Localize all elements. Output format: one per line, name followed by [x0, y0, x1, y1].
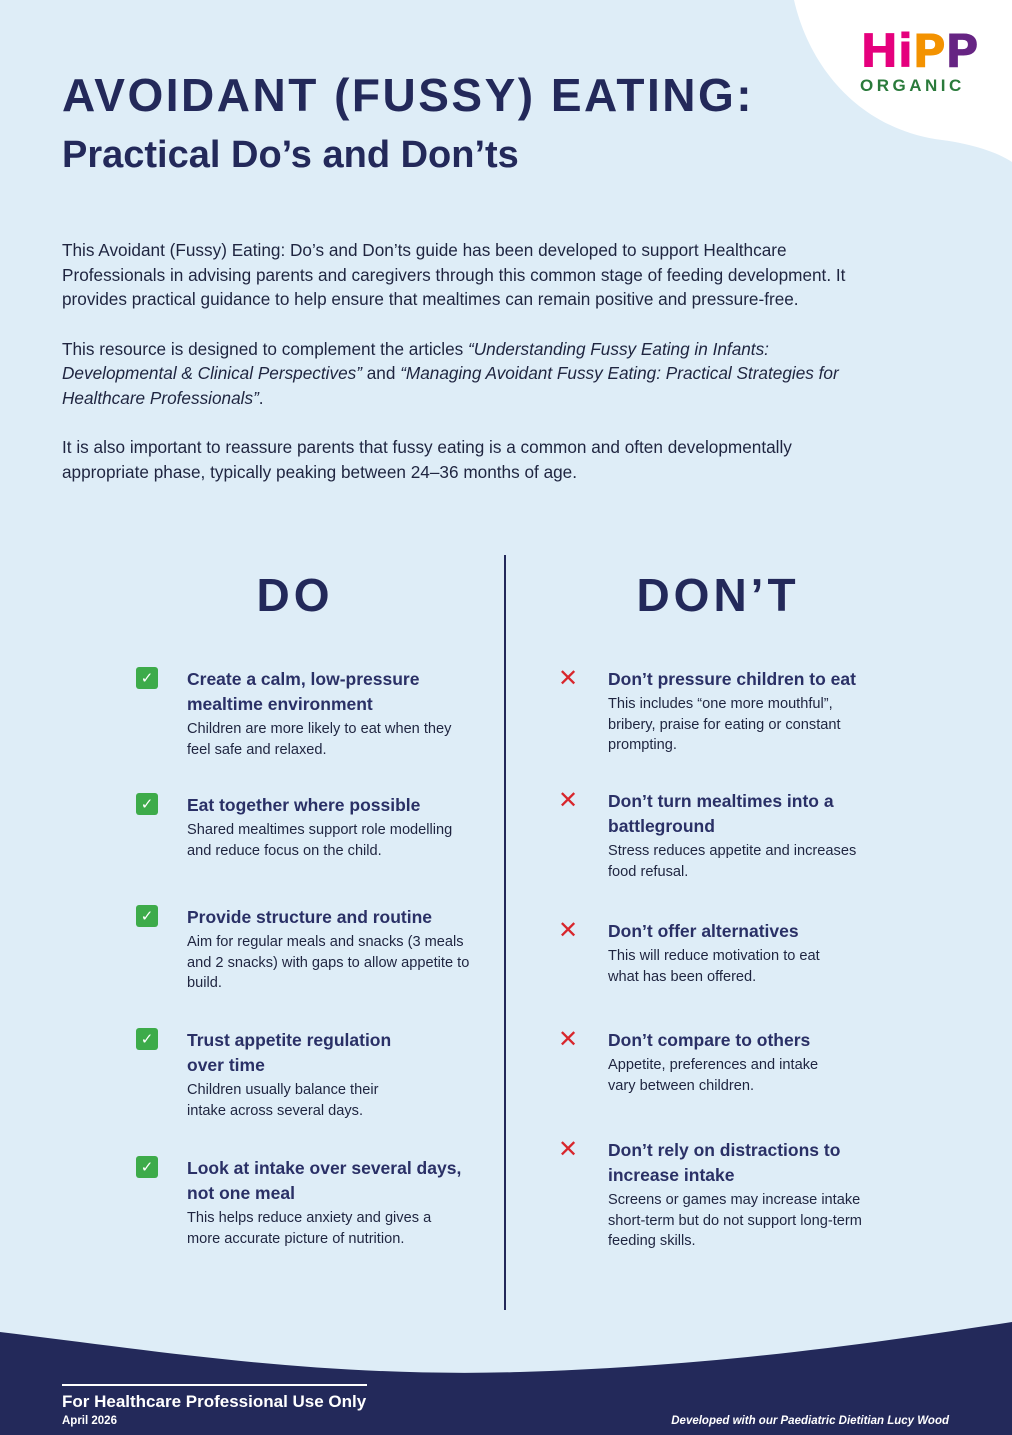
footer-audience-note: For Healthcare Professional Use Only — [62, 1392, 367, 1411]
do-heading: DO — [256, 569, 334, 621]
do-item-body: Children are more likely to eat when they feel safe and relaxed. — [187, 721, 452, 758]
article-title-1: “Understanding Fussy Eating in Infants: Developmental & Clinical Perspectives” — [62, 338, 769, 383]
dont-item-body: This will reduce motivation to eat what has been offered. — [608, 948, 820, 985]
dont-item-title: Don’t offer alternatives — [608, 921, 799, 941]
intro-paragraph-3: It is also important to reassure parents that fussy eating is a common and often developmentally appropriate phase, typically peaking between 24–36 months of age. — [62, 437, 792, 482]
footer-credit: Developed with our Paediatric Dietitian Lucy Wood — [671, 1415, 949, 1427]
do-item-title: Create a calm, low-pressure mealtime environment — [187, 669, 420, 714]
do-item-title: Look at intake over several days, not one meal — [187, 1158, 462, 1203]
do-item-title: Trust appetite regulation over time — [187, 1030, 392, 1075]
dont-heading: DON’T — [636, 569, 800, 621]
logo-wordmark: H i P P — [860, 24, 978, 78]
do-item-title: Eat together where possible — [187, 795, 421, 815]
dont-item-body: Stress reduces appetite and increases food refusal. — [608, 843, 857, 880]
check-icon: ✓ — [136, 905, 158, 927]
intro-paragraph-2: This resource is designed to complement the articles “Understanding Fussy Eating in Infants: Developmental & Clinical Perspectives” and “Managing Avoidant Fussy Eating: Practical Strategies for Healthcare Professionals”. — [62, 338, 839, 408]
check-icon: ✓ — [136, 667, 158, 689]
column-divider — [504, 555, 506, 1310]
cross-icon: ✕ — [557, 1025, 579, 1053]
intro-paragraph-1: This Avoidant (Fussy) Eating: Do’s and Don’ts guide has been developed to support Healthcare Professionals in advising parents and caregivers through this common stage of feeding development. It provides practical guidance to help ensure that mealtimes can remain positive and pressure-free. — [62, 240, 846, 309]
article-title-2: “Managing Avoidant Fussy Eating: Practical Strategies for Healthcare Professionals” — [62, 363, 839, 408]
do-item-body: This helps reduce anxiety and gives a more accurate picture of nutrition. — [187, 1210, 432, 1247]
logo-organic-text: ORGANIC — [860, 76, 965, 95]
do-item-title: Provide structure and routine — [187, 907, 433, 927]
dont-item-body: Appetite, preferences and intake vary between children. — [608, 1057, 819, 1094]
dont-item-body: Screens or games may increase intake short-term but do not support long-term feeding skills. — [608, 1192, 862, 1249]
dont-item-title: Don’t rely on distractions to increase intake — [608, 1140, 841, 1185]
footer-date: April 2026 — [62, 1415, 117, 1427]
check-icon: ✓ — [136, 1156, 158, 1178]
cross-icon: ✕ — [557, 1135, 579, 1163]
intro-section — [62, 238, 872, 509]
cross-icon: ✕ — [557, 786, 579, 814]
page-subtitle: Practical Do’s and Don’ts — [62, 134, 519, 176]
dont-item-title: Don’t turn mealtimes into a battleground — [608, 791, 834, 836]
check-icon: ✓ — [136, 1028, 158, 1050]
cross-icon: ✕ — [557, 664, 579, 692]
dont-item-title: Don’t compare to others — [608, 1030, 811, 1050]
check-icon: ✓ — [136, 793, 158, 815]
dont-item-title: Don’t pressure children to eat — [608, 669, 856, 689]
do-item-body: Shared mealtimes support role modelling and reduce focus on the child. — [187, 822, 453, 859]
do-item-body: Aim for regular meals and snacks (3 meals and 2 snacks) with gaps to allow appetite to build. — [187, 934, 470, 991]
page-title: AVOIDANT (FUSSY) EATING: — [62, 69, 755, 121]
do-item-body: Children usually balance their intake across several days. — [187, 1082, 379, 1119]
footer-rule — [62, 1384, 367, 1386]
dont-item-body: This includes “one more mouthful”, bribery, praise for eating or constant prompting. — [608, 696, 841, 753]
hipp-organic-logo — [860, 24, 990, 96]
cross-icon: ✕ — [557, 916, 579, 944]
